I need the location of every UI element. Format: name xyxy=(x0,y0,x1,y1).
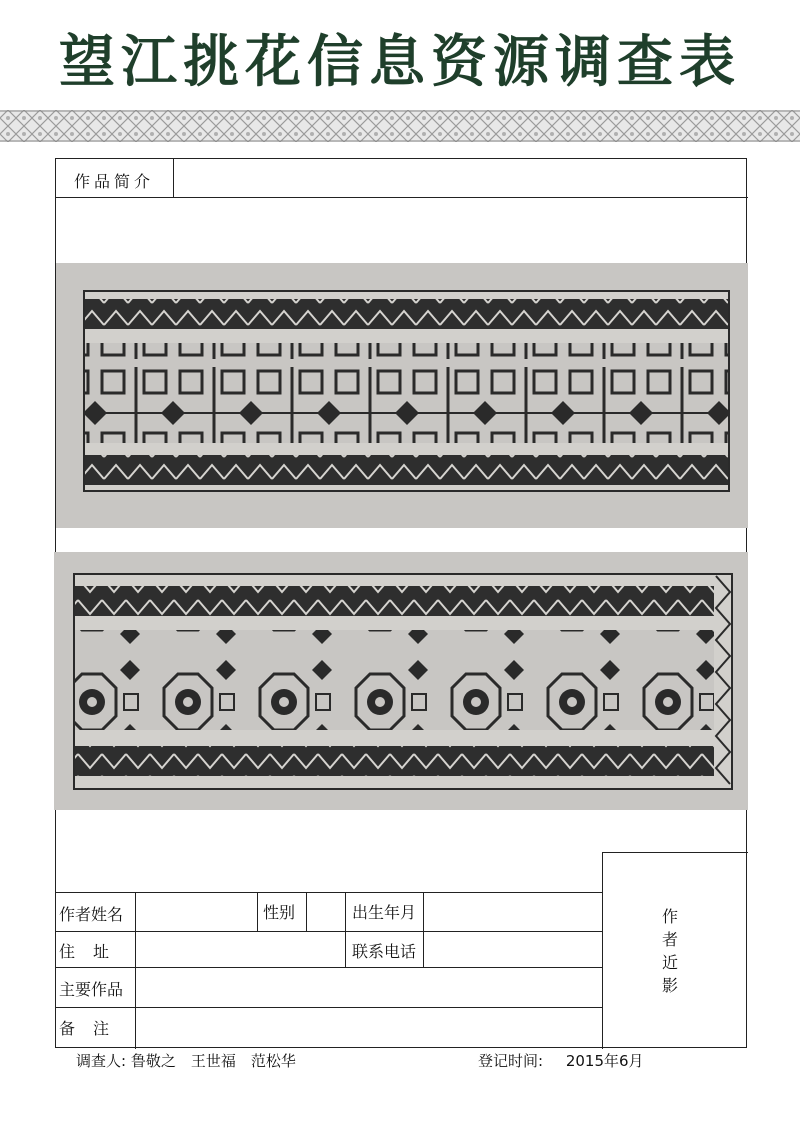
investigators-names: 鲁敬之 王世福 范松华 xyxy=(130,1052,296,1070)
author-photo-label: 作 者 近 影 xyxy=(661,907,678,995)
page-title: 望江挑花信息资源调查表 xyxy=(59,29,741,95)
birth-field[interactable] xyxy=(425,894,601,930)
remarks-field[interactable] xyxy=(137,1009,601,1047)
gender-label: 性别 xyxy=(263,903,296,922)
embroidery-photo-2 xyxy=(54,552,748,810)
embroidery-pattern-1 xyxy=(56,263,748,528)
date-line xyxy=(478,1050,644,1071)
phone-field[interactable] xyxy=(425,933,601,966)
date-label: 登记时间: xyxy=(478,1052,544,1070)
address-label: 住 址 xyxy=(59,942,111,961)
investigators-label: 调查人: xyxy=(76,1052,127,1070)
birth-label: 出生年月 xyxy=(352,903,417,922)
main-works-label: 主要作品 xyxy=(59,980,124,999)
phone-label: 联系电话 xyxy=(352,942,417,961)
investigators-line xyxy=(76,1050,296,1071)
survey-form xyxy=(55,158,747,1048)
author-name-field[interactable] xyxy=(137,894,255,930)
embroidery-pattern-2 xyxy=(54,552,748,810)
remarks-label: 备 注 xyxy=(59,1019,111,1038)
embroidery-photo-1 xyxy=(56,263,748,528)
decorative-border-band xyxy=(0,110,800,142)
gender-field[interactable] xyxy=(308,894,344,930)
address-field[interactable] xyxy=(137,933,344,966)
intro-label: 作品简介 xyxy=(74,172,155,191)
author-name-label: 作者姓名 xyxy=(59,905,124,924)
main-works-field[interactable] xyxy=(137,969,601,1006)
date-value: 2015年6月 xyxy=(565,1052,644,1070)
